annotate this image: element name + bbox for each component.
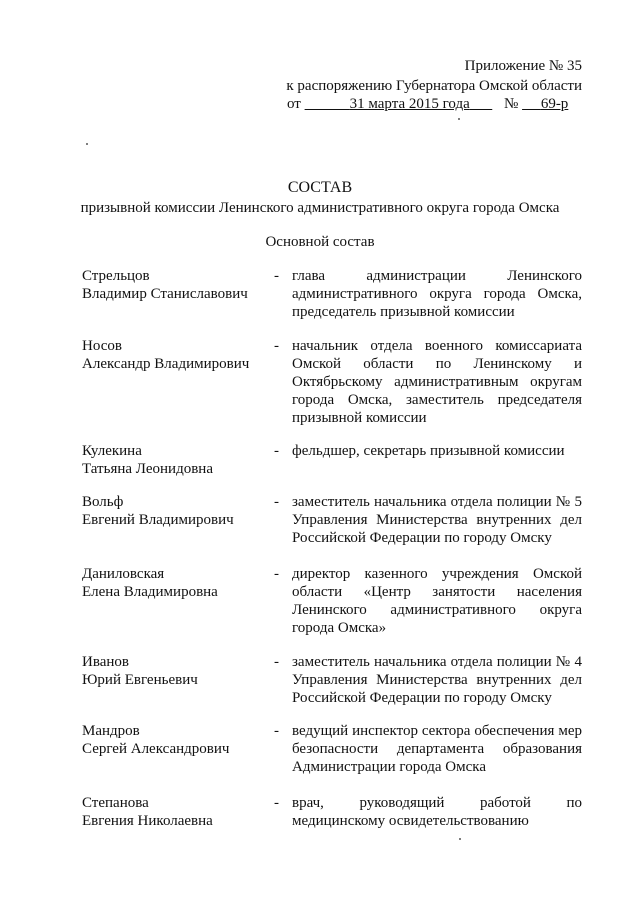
- member-given-names: Евгения Николаевна: [82, 813, 213, 829]
- order-date-line: [287, 94, 568, 114]
- member-given-names: Елена Владимировна: [82, 584, 218, 600]
- member-dash: -: [274, 566, 279, 582]
- member-given-names: Владимир Станиславович: [82, 286, 248, 302]
- member-surname: Степанова: [82, 795, 149, 811]
- member-dash: -: [274, 268, 279, 284]
- section-heading: Основной состав: [265, 234, 375, 250]
- member-name: [82, 722, 272, 758]
- member-dash: -: [274, 494, 279, 510]
- document-subtitle: призывной комиссии Ленинского административного округа города Омска: [80, 200, 560, 216]
- member-given-names: Татьяна Леонидовна: [82, 461, 213, 477]
- scan-speck: [86, 143, 88, 145]
- member-dash: -: [274, 443, 279, 459]
- member-role: начальник отдела военного комиссариата Омской области по Ленинскому и Октябрьскому административным округам города Омска, заместитель председателя призывной комиссии: [292, 338, 582, 426]
- appendix-number: Приложение № 35: [464, 58, 582, 74]
- member-name: [82, 337, 272, 373]
- member-name: [82, 267, 272, 303]
- document-title: СОСТАВ: [287, 179, 353, 196]
- member-role: врач, руководящий работой по медицинскому освидетельствованию: [292, 795, 582, 829]
- member-dash: -: [274, 795, 279, 811]
- member-name: [82, 653, 272, 689]
- appendix-header: [262, 56, 582, 96]
- member-role: директор казенного учреждения Омской области «Центр занятости населения Ленинского административного округа города Омска»: [292, 566, 582, 636]
- member-role: ведущий инспектор сектора обеспечения мер безопасности департамента образования Администрации города Омска: [292, 723, 582, 775]
- member-surname: Даниловская: [82, 566, 165, 582]
- member-surname: Вольф: [82, 494, 124, 510]
- member-given-names: Сергей Александрович: [82, 741, 230, 757]
- member-role: заместитель начальника отдела полиции № 4 Управления Министерства внутренних дел Российской Федерации по городу Омску: [292, 654, 582, 706]
- member-given-names: Юрий Евгеньевич: [82, 672, 198, 688]
- order-date: 31 марта 2015 года: [349, 96, 470, 112]
- order-number: 69-р: [540, 96, 569, 112]
- scan-speck: [458, 118, 460, 120]
- member-surname: Мандров: [82, 723, 140, 739]
- member-role: заместитель начальника отдела полиции № 5 Управления Министерства внутренних дел Российской Федерации по городу Омску: [292, 494, 582, 546]
- number-prefix: №: [504, 96, 519, 112]
- scan-speck: [459, 838, 461, 840]
- member-name: [82, 794, 272, 830]
- member-name: [82, 442, 272, 478]
- member-surname: Стрельцов: [82, 268, 150, 284]
- member-surname: Иванов: [82, 654, 129, 670]
- member-name: [82, 493, 272, 529]
- member-surname: Кулекина: [82, 443, 142, 459]
- member-surname: Носов: [82, 338, 122, 354]
- member-dash: -: [274, 723, 279, 739]
- date-prefix: от: [287, 96, 301, 112]
- member-dash: -: [274, 338, 279, 354]
- member-given-names: Александр Владимирович: [82, 356, 250, 372]
- member-role: глава администрации Ленинского административного округа города Омска, председатель призывной комиссии: [292, 268, 582, 320]
- member-dash: -: [274, 654, 279, 670]
- member-name: [82, 565, 272, 601]
- member-given-names: Евгений Владимирович: [82, 512, 234, 528]
- appendix-reference: к распоряжению Губернатора Омской области: [286, 78, 582, 94]
- member-role: фельдшер, секретарь призывной комиссии: [292, 443, 565, 459]
